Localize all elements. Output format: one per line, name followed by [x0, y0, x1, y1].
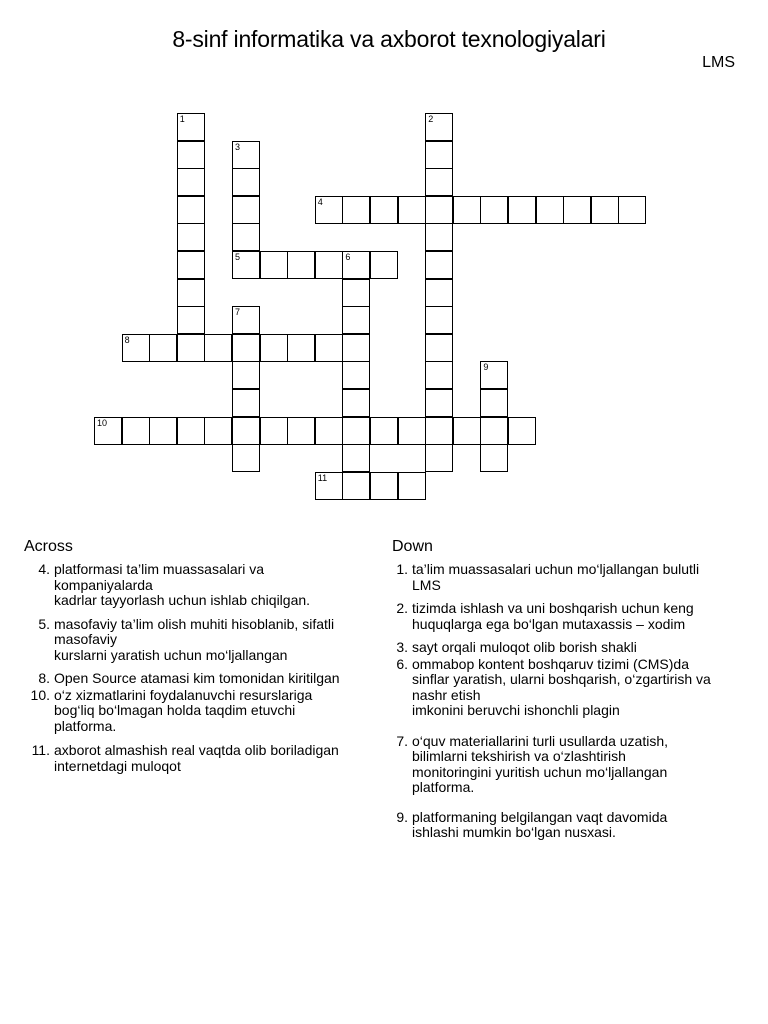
- crossword-cell[interactable]: [425, 417, 453, 445]
- crossword-cell[interactable]: [204, 334, 232, 362]
- clue-down-9: [382, 810, 752, 841]
- crossword-cell[interactable]: [370, 196, 398, 224]
- crossword-cell[interactable]: [342, 444, 370, 472]
- across-clue-list: [24, 562, 374, 774]
- clue-text: sayt orqali muloqot olib borish shakli: [412, 639, 637, 655]
- cell-number: 2: [428, 114, 434, 124]
- down-clue-list: [382, 562, 752, 841]
- clue-across-8: [24, 671, 374, 687]
- crossword-cell[interactable]: [260, 251, 288, 279]
- clue-text: tizimda ishlash va uni boshqarish uchun keng huquqlarga ega bo‘lgan mutaxassis – xodim: [412, 600, 694, 632]
- crossword-cell[interactable]: [177, 113, 205, 141]
- crossword-cell[interactable]: [480, 196, 508, 224]
- crossword-cell[interactable]: [398, 196, 426, 224]
- cell-number: 1: [179, 114, 185, 124]
- crossword-cell[interactable]: [149, 334, 177, 362]
- cell-number: 11: [317, 472, 328, 483]
- crossword-cell[interactable]: [177, 223, 205, 251]
- clue-text: masofaviy ta’lim olish muhiti hisoblanib, sifatli masofaviy kurslarni yaratish uchun mo‘ljallangan: [54, 615, 335, 663]
- crossword-cell[interactable]: [260, 334, 288, 362]
- clue-text: Open Source atamasi kim tomonidan kiritilgan: [54, 670, 340, 686]
- crossword-cell[interactable]: [536, 196, 564, 224]
- cell-number: 9: [483, 362, 489, 373]
- crossword-cell[interactable]: [177, 279, 205, 307]
- crossword-cell[interactable]: [453, 196, 481, 224]
- clue-number: 3.: [396, 639, 408, 655]
- crossword-cell[interactable]: [508, 196, 536, 224]
- crossword-cell[interactable]: [232, 361, 260, 389]
- crossword-cell[interactable]: [232, 196, 260, 224]
- crossword-cell[interactable]: [122, 417, 150, 445]
- crossword-cell[interactable]: [94, 417, 122, 445]
- crossword-cell[interactable]: [232, 141, 260, 169]
- crossword-cell[interactable]: [177, 334, 205, 362]
- clue-number: 8.: [38, 670, 50, 686]
- crossword-cell[interactable]: [425, 444, 453, 472]
- crossword-cell[interactable]: [232, 251, 260, 279]
- crossword-cell[interactable]: [177, 251, 205, 279]
- page-title: 8-sinf informatika va axborot texnologiyalari: [172, 26, 606, 52]
- crossword-cell[interactable]: [177, 196, 205, 224]
- clue-across-4: [24, 562, 374, 609]
- clue-number: 9.: [396, 808, 408, 825]
- page-subtitle: LMS: [702, 54, 735, 71]
- cell-number: 8: [124, 334, 130, 345]
- crossword-cell[interactable]: [398, 472, 426, 500]
- clue-number: 7.: [396, 732, 408, 749]
- clue-across-10: [24, 688, 374, 735]
- crossword-cell[interactable]: [315, 417, 343, 445]
- crossword-cell[interactable]: [425, 141, 453, 169]
- crossword-cell[interactable]: [149, 417, 177, 445]
- crossword-cell[interactable]: [480, 361, 508, 389]
- clue-down-6: [382, 657, 752, 719]
- crossword-cell[interactable]: [342, 279, 370, 307]
- clue-down-2: [382, 601, 752, 632]
- crossword-cell[interactable]: [287, 251, 315, 279]
- crossword-cell[interactable]: [122, 334, 150, 362]
- clue-text: ta’lim muassasalari uchun mo‘ljallangan bulutli LMS: [412, 561, 700, 593]
- crossword-cell[interactable]: [342, 417, 370, 445]
- cell-number: 10: [97, 417, 108, 428]
- crossword-cell[interactable]: [232, 417, 260, 445]
- crossword-cell[interactable]: [370, 251, 398, 279]
- crossword-cell[interactable]: [425, 306, 453, 334]
- crossword-cell[interactable]: [315, 472, 343, 500]
- crossword-cell[interactable]: [425, 113, 453, 141]
- crossword-cell[interactable]: [425, 223, 453, 251]
- crossword-cell[interactable]: [563, 196, 591, 224]
- crossword-cell[interactable]: [315, 334, 343, 362]
- crossword-cell[interactable]: [453, 417, 481, 445]
- crossword-cell[interactable]: [177, 141, 205, 169]
- crossword-cell[interactable]: [232, 306, 260, 334]
- crossword-cell[interactable]: [508, 417, 536, 445]
- crossword-cell[interactable]: [204, 417, 232, 445]
- crossword-cell[interactable]: [177, 306, 205, 334]
- clue-number: 6.: [396, 655, 408, 672]
- crossword-cell[interactable]: [232, 389, 260, 417]
- crossword-cell[interactable]: [342, 196, 370, 224]
- crossword-cell[interactable]: [425, 361, 453, 389]
- crossword-cell[interactable]: [287, 334, 315, 362]
- crossword-cell[interactable]: [342, 389, 370, 417]
- across-heading: Across: [24, 538, 73, 555]
- down-heading: Down: [392, 538, 433, 555]
- cell-number: 4: [317, 196, 323, 207]
- crossword-cell[interactable]: [315, 196, 343, 224]
- clue-across-11: [24, 743, 374, 774]
- crossword-cell[interactable]: [287, 417, 315, 445]
- cell-number: 6: [345, 252, 351, 262]
- clue-down-7: [382, 734, 752, 796]
- clue-number: 1.: [396, 561, 408, 577]
- crossword-cell[interactable]: [232, 168, 260, 196]
- cell-number: 5: [235, 252, 241, 262]
- crossword-cell[interactable]: [260, 417, 288, 445]
- crossword-cell[interactable]: [177, 417, 205, 445]
- clue-number: 10.: [30, 686, 50, 703]
- clue-text: ommabop kontent boshqaruv tizimi (CMS)da sinflar yaratish, ularni boshqarish, o‘zgartirish va nashr etish imkonini beruvchi ishonchli plagin: [412, 655, 711, 718]
- clue-text: o‘quv materiallarini turli usullarda uzatish, bilimlarni tekshirish va o‘zlashtirish monitoringini yuritish uchun mo‘ljallangan platforma.: [412, 732, 669, 795]
- crossword-cell[interactable]: [425, 334, 453, 362]
- cell-number: 3: [235, 141, 241, 152]
- crossword-cell[interactable]: [232, 223, 260, 251]
- clue-down-1: [382, 562, 752, 593]
- crossword-cell[interactable]: [480, 444, 508, 472]
- crossword-cell[interactable]: [232, 444, 260, 472]
- crossword-cell[interactable]: [342, 306, 370, 334]
- clue-text: platformasi ta’lim muassasalari va kompaniyalarda kadrlar tayyorlash uchun ishlab chiqilgan.: [54, 561, 311, 608]
- crossword-cell[interactable]: [398, 417, 426, 445]
- crossword-cell[interactable]: [618, 196, 646, 224]
- crossword-cell[interactable]: [480, 417, 508, 445]
- crossword-cell[interactable]: [370, 417, 398, 445]
- crossword-cell[interactable]: [177, 168, 205, 196]
- crossword-cell[interactable]: [425, 196, 453, 224]
- crossword-cell[interactable]: [425, 251, 453, 279]
- clue-text: platformaning belgilangan vaqt davomida ishlashi mumkin bo‘lgan nusxasi.: [412, 808, 668, 840]
- clue-text: o‘z xizmatlarini foydalanuvchi resurslariga bog‘liq bo‘lmagan holda taqdim etuvchi platforma.: [54, 686, 313, 734]
- crossword-cell[interactable]: [342, 334, 370, 362]
- crossword-cell[interactable]: [342, 251, 370, 279]
- clue-down-3: [382, 640, 752, 656]
- crossword-cell[interactable]: [370, 472, 398, 500]
- crossword-cell[interactable]: [425, 389, 453, 417]
- crossword-cell[interactable]: [425, 279, 453, 307]
- crossword-cell[interactable]: [342, 361, 370, 389]
- cell-number: 7: [235, 307, 241, 318]
- crossword-cell[interactable]: [342, 472, 370, 500]
- crossword-cell[interactable]: [425, 168, 453, 196]
- clue-text: axborot almashish real vaqtda olib boriladigan internetdagi muloqot: [54, 742, 339, 774]
- clue-number: 4.: [38, 561, 50, 577]
- crossword-cell[interactable]: [315, 251, 343, 279]
- crossword-cell[interactable]: [232, 334, 260, 362]
- crossword-cell[interactable]: [591, 196, 619, 224]
- clue-number: 11.: [31, 742, 50, 758]
- crossword-cell[interactable]: [480, 389, 508, 417]
- clue-number: 2.: [396, 600, 408, 616]
- clue-across-5: [24, 617, 374, 664]
- clue-number: 5.: [38, 615, 50, 632]
